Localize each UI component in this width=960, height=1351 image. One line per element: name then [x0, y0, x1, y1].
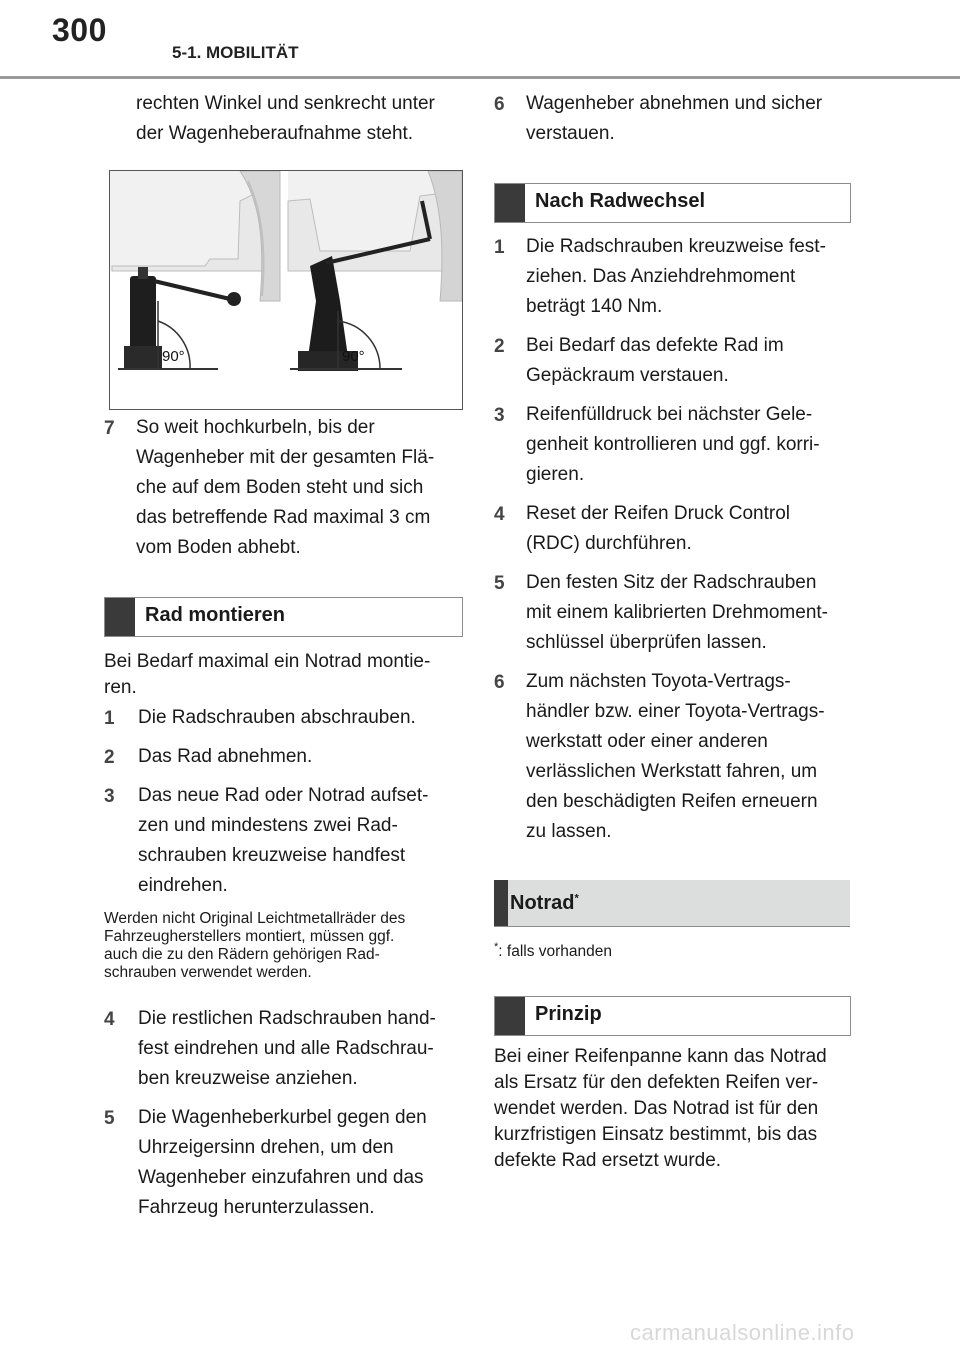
step-line: So weit hochkurbeln, bis der [136, 417, 375, 438]
step-number: 5 [104, 1108, 115, 1129]
page-number: 300 [52, 12, 107, 48]
step-line: Wagenheber einzufahren und das [138, 1167, 424, 1188]
step-line: händler bzw. einer Toyota-Vertrags- [526, 701, 825, 722]
step-number: 7 [104, 418, 115, 439]
paragraph-line: ren. [104, 677, 137, 698]
section-bar [495, 184, 525, 222]
footnote [494, 938, 612, 961]
step-line: Das neue Rad oder Notrad aufset- [138, 785, 429, 806]
step-line: Uhrzeigersinn drehen, um den [138, 1137, 394, 1158]
step-line: Die Radschrauben abschrauben. [138, 707, 416, 728]
step-line: Die Radschrauben kreuzweise fest- [526, 236, 826, 257]
note-line: schrauben verwendet werden. [104, 964, 312, 981]
step-line: Gepäckraum verstauen. [526, 365, 729, 386]
step-line: zen und mindestens zwei Rad- [138, 815, 398, 836]
step-line: mit einem kalibrierten Drehmoment- [526, 602, 828, 623]
section-heading-nach-radwechsel [494, 183, 851, 223]
section-title: Nach Radwechsel [535, 190, 706, 212]
jack-figure [109, 170, 463, 410]
jack-illustration [110, 171, 462, 409]
step-line: Zum nächsten Toyota-Vertrags- [526, 671, 791, 692]
step-line: Die restlichen Radschrauben hand- [138, 1008, 436, 1029]
step-line: Wagenheber mit der gesamten Flä- [136, 447, 435, 468]
intro-line: rechten Winkel und senkrecht unter [136, 93, 435, 114]
paragraph-line: Bei Bedarf maximal ein Notrad montie- [104, 651, 431, 672]
step-line: Das Rad abnehmen. [138, 746, 313, 767]
step-line: das betreffende Rad maximal 3 cm [136, 507, 431, 528]
header-rule [0, 76, 960, 79]
step-line: Bei Bedarf das defekte Rad im [526, 335, 784, 356]
section-heading-prinzip [494, 996, 851, 1036]
step-number: 4 [104, 1009, 115, 1030]
step-line: gieren. [526, 464, 585, 485]
paragraph-line: Bei einer Reifenpanne kann das Notrad [494, 1046, 827, 1067]
angle-label-right: 90° [342, 348, 365, 365]
step-line: eindrehen. [138, 875, 228, 896]
angle-label-left: 90° [162, 348, 185, 365]
footnote-star: * [494, 941, 499, 953]
watermark: carmanualsonline.info [630, 1320, 855, 1345]
step-number: 1 [104, 708, 115, 729]
section-bar [495, 997, 525, 1035]
section-heading-notrad [494, 880, 850, 927]
step-line: Wagenheber abnehmen und sicher [526, 93, 823, 114]
note-line: Fahrzeugherstellers montiert, müssen ggf. [104, 928, 395, 945]
step-line: beträgt 140 Nm. [526, 296, 663, 317]
page-header [0, 0, 960, 80]
step-line: schrauben kreuzweise handfest [138, 845, 406, 866]
paragraph-line: defekte Rad ersetzt wurde. [494, 1150, 722, 1171]
note-line: Werden nicht Original Leichtmetallräder des [104, 910, 406, 927]
step-line: verlässlichen Werkstatt fahren, um [526, 761, 818, 782]
step-line: Fahrzeug herunterzulassen. [138, 1197, 375, 1218]
footnote-text: : falls vorhanden [498, 943, 613, 961]
step-number: 2 [494, 336, 505, 357]
section-title: Rad montieren [145, 604, 286, 626]
section-bar [494, 880, 508, 926]
step-number: 3 [494, 405, 505, 426]
step-line: ziehen. Das Anziehdrehmoment [526, 266, 796, 287]
step-line: schlüssel überprüfen lassen. [526, 632, 767, 653]
step-line: genheit kontrollieren und ggf. korri- [526, 434, 820, 455]
paragraph-line: kurzfristigen Einsatz bestimmt, bis das [494, 1124, 818, 1145]
note-line: auch die zu den Rädern gehörigen Rad- [104, 946, 380, 963]
paragraph-line: wendet werden. Das Notrad ist für den [494, 1098, 819, 1119]
step-line: verstauen. [526, 123, 615, 144]
section-bar [105, 598, 135, 636]
step-number: 3 [104, 786, 115, 807]
paragraph-line: als Ersatz für den defekten Reifen ver- [494, 1072, 819, 1093]
section-title: Prinzip [535, 1003, 602, 1025]
step-number: 6 [494, 94, 505, 115]
step-line: Die Wagenheberkurbel gegen den [138, 1107, 427, 1128]
step-number: 6 [494, 672, 505, 693]
step-line: che auf dem Boden steht und sich [136, 477, 424, 498]
step-line: zu lassen. [526, 821, 612, 842]
footnote-marker: * [574, 892, 579, 905]
step-line: Reset der Reifen Druck Control [526, 503, 790, 524]
intro-line: der Wagenheberaufnahme steht. [136, 123, 414, 144]
chapter-title: 5-1. MOBILITÄT [172, 43, 299, 62]
step-line: Den festen Sitz der Radschrauben [526, 572, 817, 593]
step-number: 5 [494, 573, 505, 594]
step-number: 1 [494, 237, 505, 258]
step-line: (RDC) durchführen. [526, 533, 692, 554]
section-heading-rad-montieren [104, 597, 463, 637]
step-number: 4 [494, 504, 505, 525]
step-line: werkstatt oder einer anderen [526, 731, 768, 752]
notrad-title: Notrad [510, 892, 575, 914]
step-line: Reifenfülldruck bei nächster Gele- [526, 404, 813, 425]
step-line: ben kreuzweise anziehen. [138, 1068, 358, 1089]
step-line: den beschädigten Reifen erneuern [526, 791, 818, 812]
step-number: 2 [104, 747, 115, 768]
section-title [510, 892, 579, 915]
step-line: vom Boden abhebt. [136, 537, 301, 558]
step-line: fest eindrehen und alle Radschrau- [138, 1038, 434, 1059]
